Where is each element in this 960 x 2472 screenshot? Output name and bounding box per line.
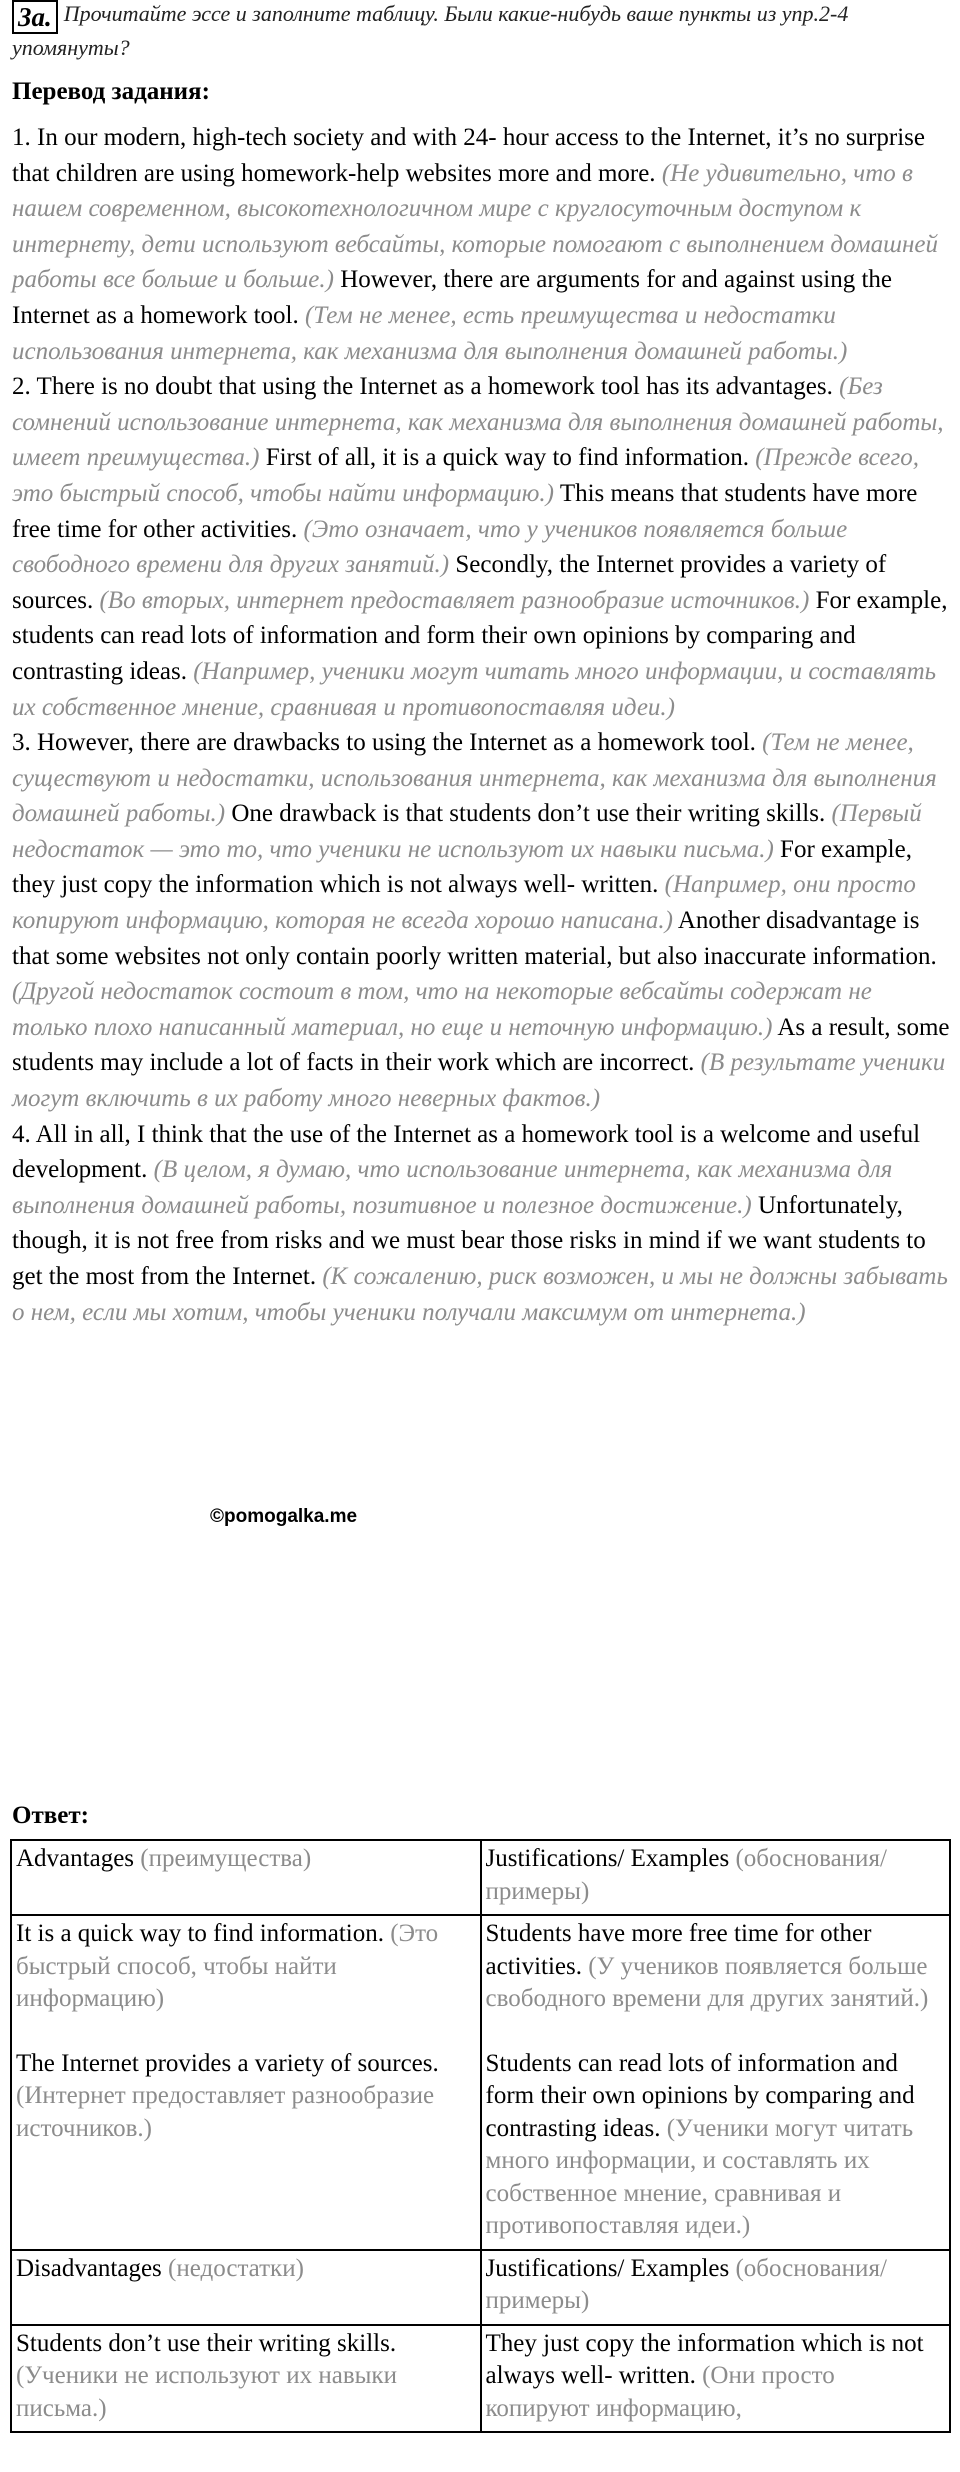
table-cell	[11, 1840, 481, 1915]
essay-sentence-ru: (Например, ученики могут читать много информации, и составлять их собственное мнение, сравнивая и противопоставляя идеи.)	[12, 657, 937, 721]
table-cell	[11, 2325, 481, 2433]
essay-sentence-ru: (В целом, я думаю, что использование интернета, как механизма для выполнения домашней работы, позитивное и полезное достижение.)	[12, 1156, 893, 1219]
essay-sentence-en: 3. However, there are drawbacks to using the Internet as a homework tool.	[12, 729, 756, 757]
essay-sentence-ru: (Тем не менее, есть преимущества и недостатки использования интернета, как механизма для выполнения домашней работы.)	[12, 301, 848, 365]
advantage-ru: (Интернет предоставляет разнообразие источников.)	[16, 2082, 435, 2142]
table-row	[11, 2325, 950, 2433]
essay-sentence-en: For example, students can read lots of information and form their own opinions by comparing and contrasting ideas.	[12, 586, 948, 685]
essay-sentence-en: As a result, some students may include a lot of facts in their work which are incorrect.	[12, 1013, 950, 1077]
justifications-header-en: Justifications/ Examples	[485, 1845, 730, 1872]
justifications-header-ru: (обоснования/примеры)	[485, 2254, 887, 2314]
advantages-header-ru: (преимущества)	[140, 1845, 312, 1872]
essay-sentence-ru: (Во вторых, интернет предоставляет разнообразие источников.)	[99, 586, 810, 614]
copyright-label: ©pomogalka.me	[210, 1506, 358, 1527]
table-cell	[481, 1840, 951, 1915]
justification-ru: (Ученики могут читать много информации, и составлять их собственное мнение, сравнивая и противопоставляя идеи.)	[485, 2114, 914, 2239]
essay-sentence-en: For example, they just copy the information which is not always well- written.	[12, 835, 912, 899]
essay-sentence-ru: (Без сомнений использование интернета, как механизма для выполнения домашней работы, имеет преимущества.)	[12, 373, 944, 472]
essay-sentence-en: Unfortunately, though, it is not free from risks and we must bear those risks in mind if we want students to get the most from the Internet.	[12, 1191, 926, 1290]
table-cell	[481, 2325, 951, 2433]
justification-en: Students can read lots of information and form their own opinions by comparing and contrasting ideas.	[485, 2049, 915, 2142]
essay-paragraph-1	[12, 120, 952, 369]
answer-title: Ответ:	[12, 1802, 89, 1829]
table-cell	[11, 1915, 481, 2250]
essay-sentence-en: First of all, it is a quick way to find information.	[265, 444, 749, 472]
essay-sentence-en: 1. In our modern, high-tech society and with 24- hour access to the Internet, it’s no surprise that children are using homework-help websites more and more.	[12, 124, 925, 187]
table-row	[11, 1840, 950, 1915]
essay-sentence-ru: (Прежде всего, это быстрый способ, чтобы найти информацию.)	[12, 444, 919, 507]
justification-en: They just copy the information which is not always well- written.	[485, 2329, 924, 2389]
essay-sentence-ru: (Например, они просто копируют информацию, которая не всегда хорошо написана.)	[12, 871, 916, 935]
essay-sentence-en: 2. There is no doubt that using the Internet as a homework tool has its advantages.	[12, 373, 833, 401]
exercise-header	[12, 0, 952, 61]
essay-sentence-en: Another disadvantage is that some websites not only contain poorly written material, but also inaccurate information.	[12, 907, 937, 970]
essay-text	[12, 120, 952, 1330]
essay-sentence-ru: (Не удивительно, что в нашем современном, высокотехнологичном мире с круглосуточным доступом к интернету, дети используют вебсайты, которые помогают с выполнением домашней работы все больше и больше.)	[12, 159, 938, 294]
essay-sentence-en: One drawback is that students don’t use their writing skills.	[231, 800, 826, 828]
disadvantage-ru: (Ученики не используют их навыки письма.)	[16, 2362, 397, 2422]
disadvantages-header-en: Disadvantages	[16, 2254, 162, 2282]
essay-sentence-ru: (Это означает, что у учеников появляется больше свободного времени для других занятий.)	[12, 515, 848, 579]
essay-sentence-en: This means that students have more free time for other activities.	[12, 479, 918, 543]
essay-sentence-en: However, there are arguments for and against using the Internet as a homework tool.	[12, 266, 893, 329]
advantage-en: It is a quick way to find information.	[16, 1920, 384, 1947]
essay-sentence-en: 4. All in all, I think that the use of the Internet as a homework tool is a welcome and useful development.	[12, 1120, 921, 1184]
disadvantages-header-ru: (недостатки)	[168, 2254, 304, 2282]
table-cell	[481, 1915, 951, 2250]
essay-paragraph-2	[12, 369, 952, 725]
justifications-header-en: Justifications/ Examples	[485, 2254, 730, 2282]
disadvantage-en: Students don’t use their writing skills.	[16, 2329, 397, 2357]
advantages-header-en: Advantages	[16, 1845, 135, 1872]
essay-paragraph-4	[12, 1117, 952, 1331]
exercise-number: 3a.	[12, 0, 58, 34]
advantage-ru: (Это быстрый способ, чтобы найти информацию)	[16, 1920, 439, 2012]
table-cell	[481, 2250, 951, 2325]
justifications-header-ru: (обоснования/примеры)	[485, 1845, 887, 1905]
essay-sentence-ru: (К сожалению, риск возможен, и мы не должны забывать о нем, если мы хотим, чтобы ученики получали максимум от интернета.)	[12, 1263, 948, 1326]
table-cell	[11, 2250, 481, 2325]
task-translation-title: Перевод задания:	[12, 78, 210, 105]
essay-sentence-en: Secondly, the Internet provides a variety of sources.	[12, 551, 887, 614]
essay-paragraph-3	[12, 725, 952, 1117]
essay-sentence-ru: (Другой недостаток состоит в том, что на некоторые вебсайты содержат не только плохо написанный материал, но еще и неточную информацию.)	[12, 978, 872, 1041]
justification-ru: (У учеников появляется больше свободного времени для других занятий.)	[485, 1952, 929, 2012]
table-row	[11, 1915, 950, 2250]
advantage-en: The Internet provides a variety of sources.	[16, 2049, 439, 2077]
justification-ru: (Они просто копируют информацию,	[485, 2362, 835, 2422]
answer-table	[10, 1839, 951, 2433]
table-row	[11, 2250, 950, 2325]
essay-sentence-ru: (Первый недостаток — это то, что ученики не используют их навыки письма.)	[12, 800, 922, 863]
essay-sentence-ru: (Тем не менее, существуют и недостатки, использования интернета, как механизма для выполнения домашней работы.)	[12, 729, 937, 828]
exercise-instruction: Прочитайте эссе и заполните таблицу. Были какие-нибудь ваше пункты из упр.2-4 упомянуты?	[12, 1, 849, 60]
justification-en: Students have more free time for other activities.	[485, 1920, 872, 1980]
essay-sentence-ru: (В результате ученики могут включить в их работу много неверных фактов.)	[12, 1049, 946, 1113]
